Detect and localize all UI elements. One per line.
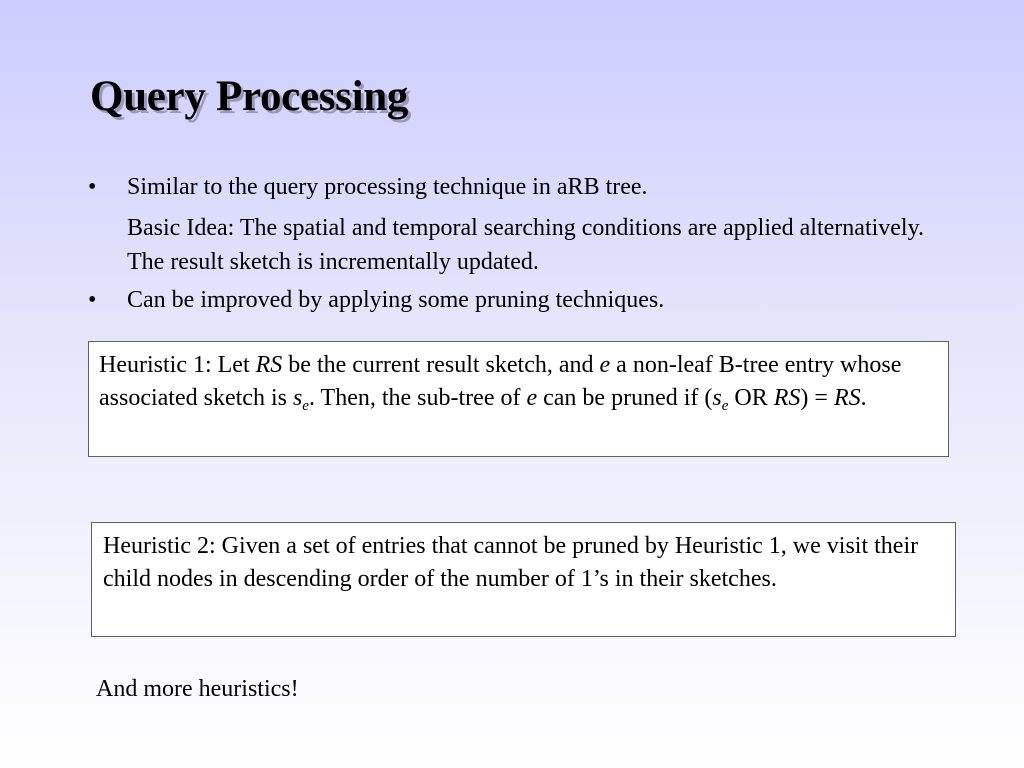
h1-s: s [292,385,303,411]
h1-rs2: RS [773,385,801,411]
h1-text: a non-leaf B-tree entry whose associated sketch is [99,352,902,411]
h1-rs3: RS [833,385,861,411]
heuristic-1-box [88,341,949,457]
h1-text: OR [728,385,774,411]
footer-note: And more heuristics! [96,676,299,702]
bullet-item [88,170,948,204]
heuristic-2-box: Heuristic 2: Given a set of entries that cannot be pruned by Heuristic 1, we visit their child nodes in descending order of the number of 1’s in their sketches. [91,522,956,637]
h1-sub-e2: e [721,398,729,414]
h1-se2 [712,385,729,414]
slide-title: Query Processing [90,73,409,120]
h1-rs: RS [255,352,283,378]
basic-idea-paragraph: Basic Idea: The spatial and temporal searching conditions are applied alternatively. The result sketch is incrementally updated. [127,215,925,275]
bullet-text: Can be improved by applying some pruning techniques. [127,287,665,313]
h1-text: Heuristic 1: Let [99,352,256,378]
h1-text: . Then, the sub-tree of [308,385,527,411]
bullet-marker: • [88,287,97,313]
h1-e: e [599,352,611,378]
h1-e2: e [526,385,538,411]
h1-text: ) = [800,385,834,411]
bullet-text: Similar to the query processing technique in aRB tree. [127,174,648,200]
h1-s2: s [712,385,722,411]
h1-text: be the current result sketch, and [282,352,600,378]
h1-se [292,385,309,414]
bullet-list [88,170,948,317]
bullet-item [88,283,948,317]
h1-sub-e: e [302,398,309,414]
h1-text: . [860,385,867,411]
h1-text: can be pruned if ( [537,385,713,411]
bullet-marker: • [88,174,97,200]
